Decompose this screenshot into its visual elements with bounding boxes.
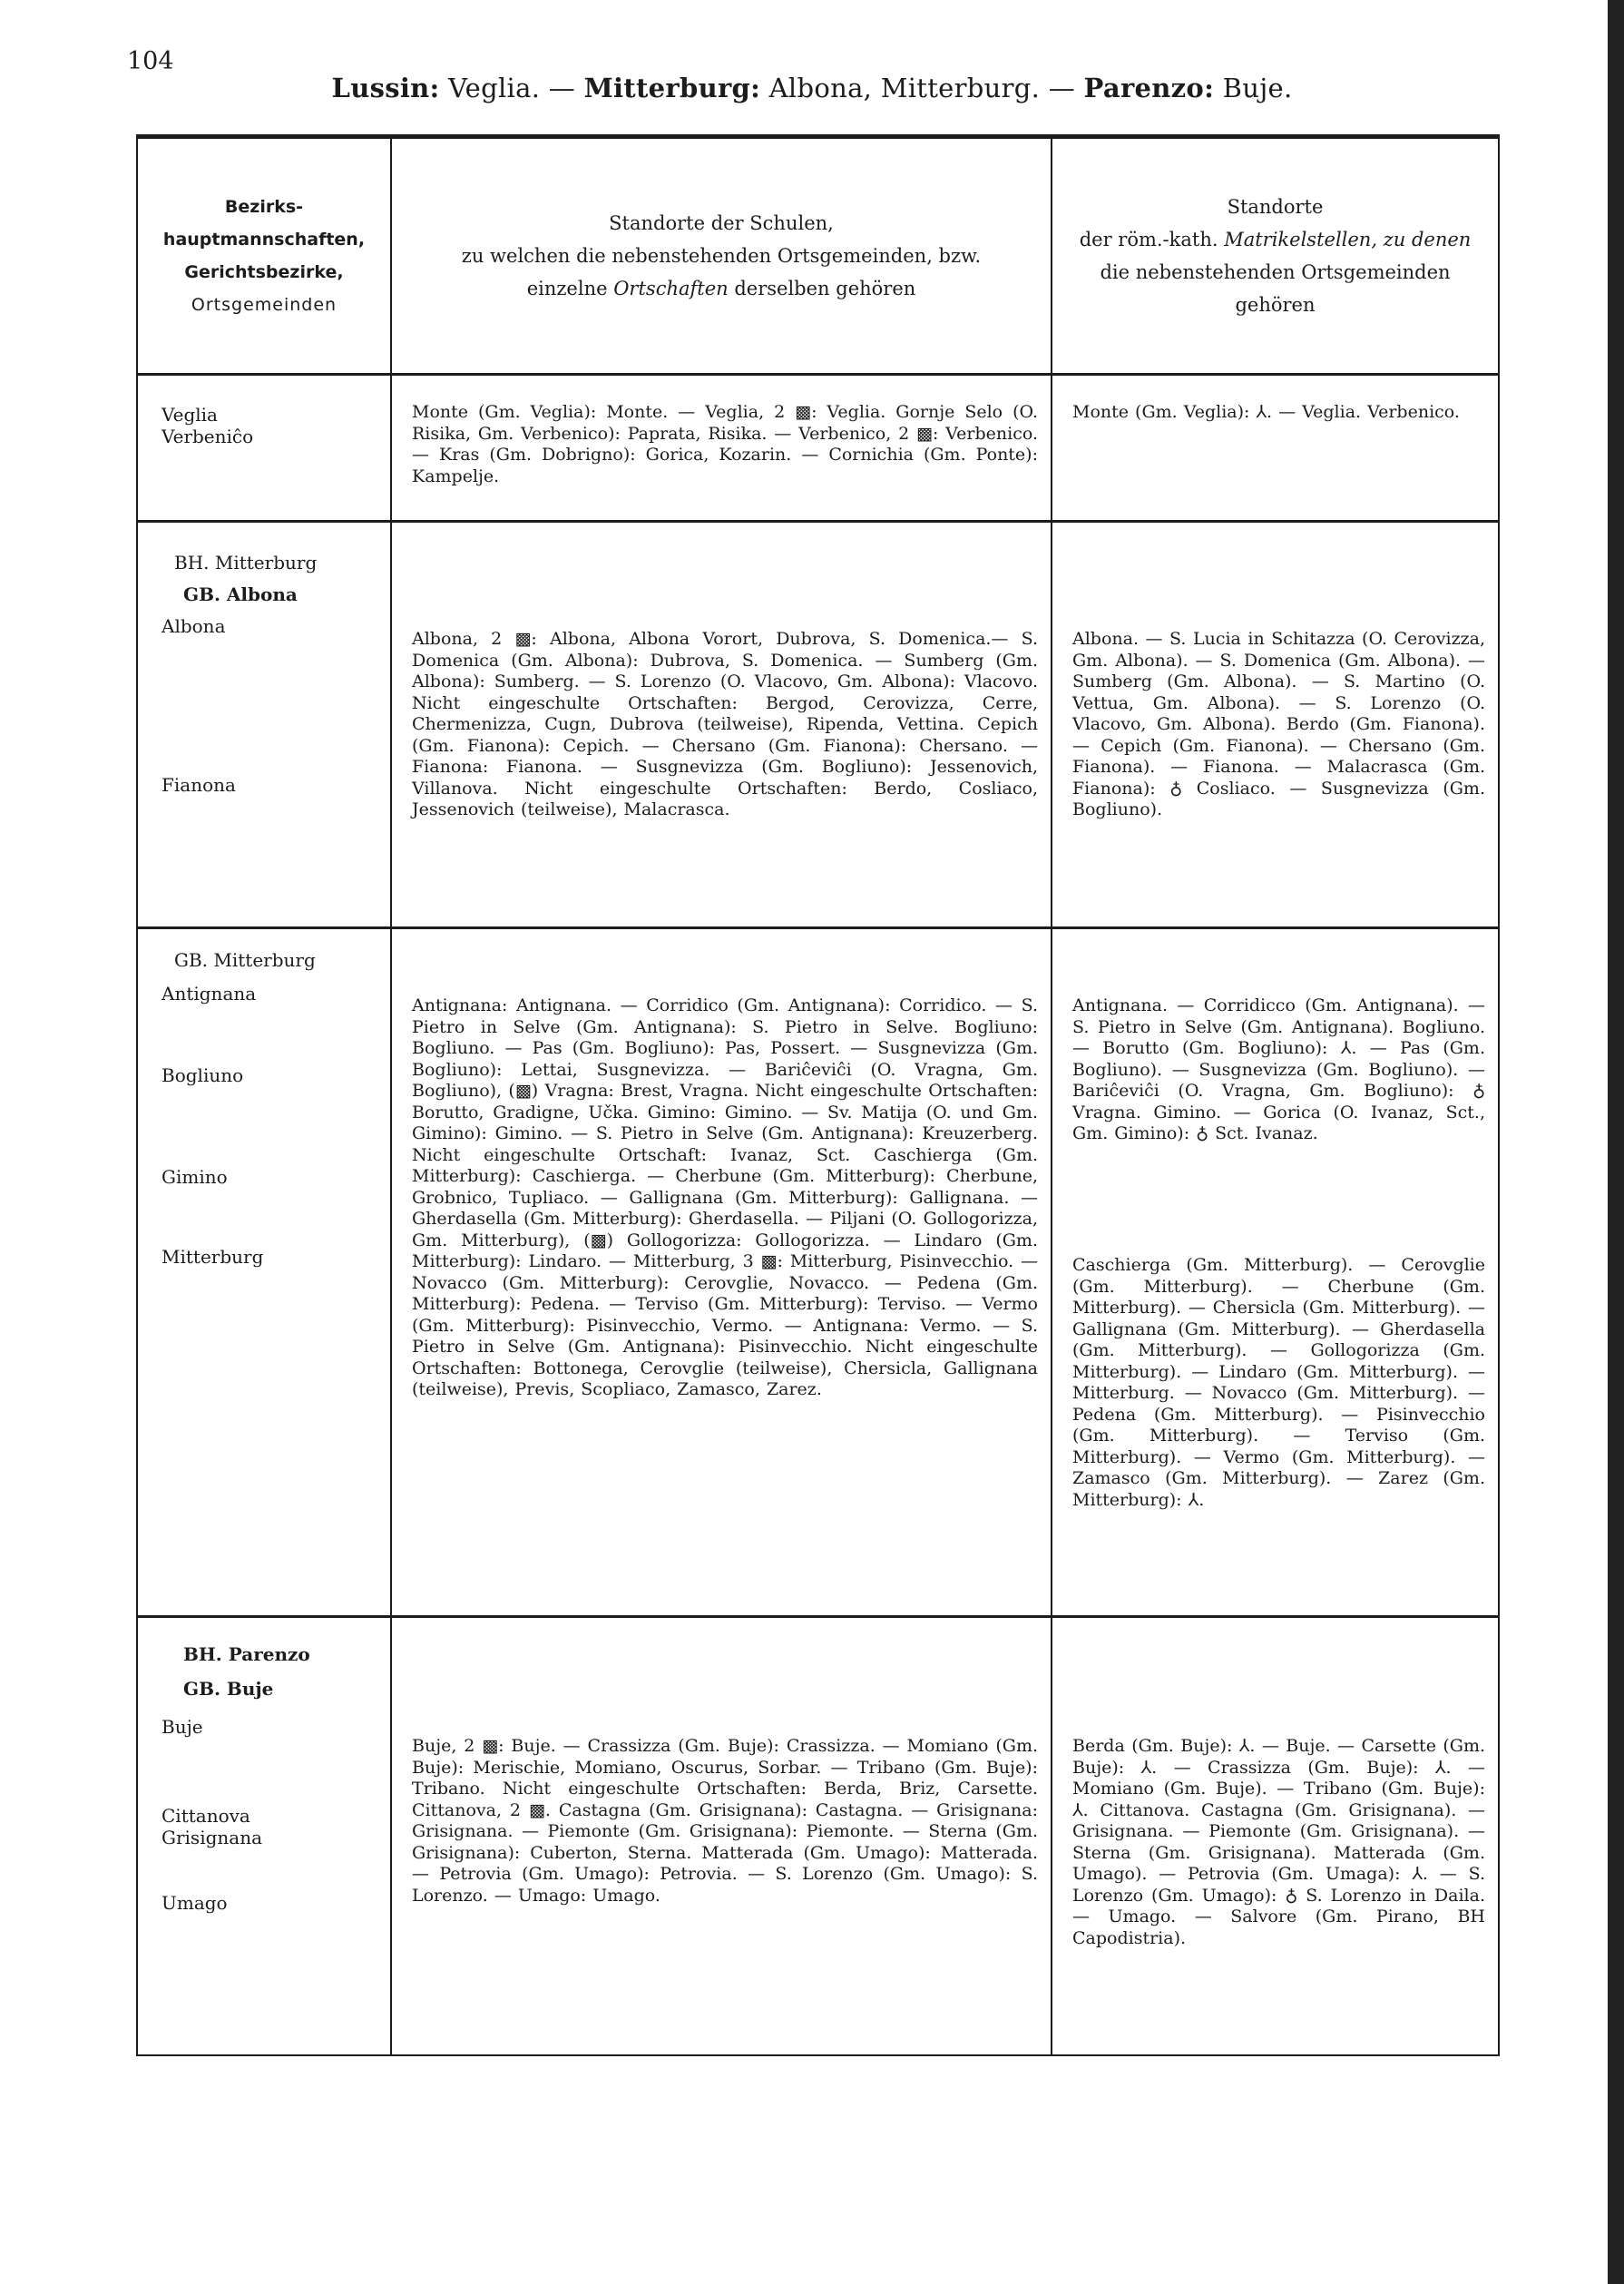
- label-verbenico: Verbeniĉo: [161, 426, 254, 447]
- label-albona: Albona: [161, 615, 226, 637]
- mitterburg-parishes-a: Antignana. — Corridicco (Gm. Antignana). — S. Pietro in Selve (Gm. Antignana). Bogliuno. — Borutto (Gm. Bogliuno): ⅄. — Pas (Gm. Bogliuno). — Susgnevizza (Gm. Bogliuno). — Bariĉeviĉi (O. Vragna, Gm. Bogliuno): ♁ Vragna. Gimino. — Gorica (O. Ivanaz, Sct., Gm. Gimino): ♁ Sct. Ivanaz.: [1072, 995, 1485, 1143]
- header-rule: [138, 373, 1498, 376]
- header-col3-line2: der röm.-kath. Matrikelstellen, zu denen: [1079, 229, 1472, 250]
- running-head-albona: Albona, Mitterburg. —: [760, 73, 1084, 103]
- gb-buje-heading: GB. Buje: [183, 1678, 274, 1700]
- header-col-districts: [138, 139, 390, 373]
- running-head-mitterburg: Mitterburg:: [583, 73, 761, 103]
- running-head-lussin: Lussin:: [331, 73, 440, 103]
- gb-mitterburg-heading: GB. Mitterburg: [174, 949, 316, 971]
- header-col2-line2: zu welchen die nebenstehenden Ortsgemeinden, bzw.: [461, 245, 982, 267]
- gb-albona-heading: GB. Albona: [183, 583, 298, 605]
- header-col2-line1: Standorte der Schulen,: [609, 212, 834, 234]
- header-col1-line3: Gerichtsbezirke,: [184, 262, 344, 282]
- section-rule-albona: [138, 926, 1498, 929]
- page-edge-shadow: [1608, 0, 1624, 2284]
- running-head: [0, 73, 1624, 103]
- section-rule-veglia: [138, 520, 1498, 523]
- label-bogliuno: Bogliuno: [161, 1064, 244, 1086]
- schools-table: [136, 134, 1500, 2056]
- label-cittanova: Cittanova: [161, 1805, 250, 1827]
- header-col3-line1: Standorte: [1227, 196, 1324, 218]
- header-col1-line2: hauptmannschaften,: [162, 230, 366, 250]
- header-col1-line1: Bezirks-: [224, 197, 304, 217]
- bh-parenzo-heading: BH. Parenzo: [183, 1643, 310, 1665]
- section-rule-mitterburg: [138, 1615, 1498, 1618]
- label-fianona: Fianona: [161, 774, 236, 796]
- bh-mitterburg-heading: BH. Mitterburg: [174, 552, 318, 573]
- running-head-parenzo: Parenzo:: [1083, 73, 1215, 103]
- header-col2-line3: einzelne Ortschaften derselben gehören: [526, 278, 916, 299]
- albona-schools: Albona, 2 ▩: Albona, Albona Vorort, Dubrova, S. Domenica.— S. Domenica (Gm. Albona): Dubrova, S. Domenica. — Sumberg (Gm. Albona): Sumberg. — S. Lorenzo (O. Vlacovo, Gm. Albona): Vlacovo. Nicht eingeschulte Ortschaften: Bergod, Cerovizza, Cerre, Chermenizza, Cugn, Dubrova (teilweise), Ripenda, Vettina. Cepich (Gm. Fianona): Cepich. — Chersano (Gm. Fianona): Chersano. — Fianona: Fianona. — Susgnevizza (Gm. Bogliuno): Jessenovich, Villanova. Nicht eingeschulte Ortschaften: Berdo, Cosliaco, Jessenovich (teilweise), Malacrasca.: [412, 629, 1038, 819]
- page-number: 104: [127, 47, 174, 75]
- label-veglia: Veglia: [161, 404, 218, 426]
- label-mitterburg: Mitterburg: [161, 1246, 264, 1268]
- header-col-schools: [392, 139, 1051, 373]
- header-col-parishes: [1052, 139, 1498, 373]
- header-col3-line4: gehören: [1235, 294, 1316, 316]
- column-divider-2: [1051, 139, 1052, 2054]
- label-umago: Umago: [161, 1892, 228, 1914]
- label-buje: Buje: [161, 1716, 203, 1738]
- albona-parishes: Albona. — S. Lucia in Schitazza (O. Cerovizza, Gm. Albona). — S. Domenica (Gm. Albona). — Sumberg (Gm. Albona). — S. Martino (O. Vettua, Gm. Albona). — S. Lorenzo (O. Vlacovo, Gm. Albona). Berdo (Gm. Fianona). — Cepich (Gm. Fianona). — Chersano (Gm. Fianona). — Fianona. — Malacrasca (Gm. Fianona): ♁ Cosliaco. — Susgnevizza (Gm. Bogliuno).: [1072, 629, 1485, 819]
- running-head-buje: Buje.: [1214, 73, 1293, 103]
- header-col3-line3: die nebenstehenden Ortsgemeinden: [1100, 261, 1451, 283]
- mitterburg-parishes-b: Caschierga (Gm. Mitterburg). — Cerovglie (Gm. Mitterburg). — Cherbune (Gm. Mitterburg). — Chersicla (Gm. Mitterburg). — Gallignana (Gm. Mitterburg). — Gherdasella (Gm. Mitterburg). — Gollogorizza (Gm. Mitterburg). — Lindaro (Gm. Mitterburg). — Mitterburg. — Novacco (Gm. Mitterburg). — Pedena (Gm. Mitterburg). — Pisinvecchio (Gm. Mitterburg). — Terviso (Gm. Mitterburg). — Vermo (Gm. Mitterburg). — Zamasco (Gm. Mitterburg). — Zarez (Gm. Mitterburg): ⅄.: [1072, 1255, 1485, 1510]
- mitterburg-schools: Antignana: Antignana. — Corridico (Gm. Antignana): Corridico. — S. Pietro in Selve (Gm. Antignana): S. Pietro in Selve. Bogliuno: Bogliuno. — Pas (Gm. Bogliuno): Pas, Possert. — Susgnevizza (Gm. Bogliuno): Lettai, Susgnevizza. — Bariĉeviĉi (O. Vragna, Gm. Bogliuno), (▩) Vragna: Brest, Vragna. Nicht eingeschulte Ortschaften: Borutto, Gradigne, Učka. Gimino: Gimino. — Sv. Matija (O. und Gm. Gimino): Gimino. — S. Pietro in Selve (Gm. Antignana): Kreuzerberg. Nicht eingeschulte Ortschaft: Ivanaz, Sct. Caschierga (Gm. Mitterburg): Caschierga. — Cherbune (Gm. Mitterburg): Cherbune, Grobnico, Tupliaco. — Gallignana (Gm. Mitterburg): Gallignana. — Gherdasella (Gm. Mitterburg): Gherdasella. — Piljani (O. Gollogorizza, Gm. Mitterburg), (▩) Gollogorizza: Gollogorizza. — Lindaro (Gm. Mitterburg): Lindaro. — Mitterburg, 3 ▩: Mitterburg, Pisinvecchio. — Novacco (Gm. Mitterburg): Cerovglie, Novacco. — Pedena (Gm. Mitterburg): Pedena. — Terviso (Gm. Mitterburg): Terviso. — Vermo (Gm. Mitterburg): Pisinvecchio, Vermo. — Antignana: Vermo. — S. Pietro in Selve (Gm. Antignana): Pisinvecchio. Nicht eingeschulte Ortschaften: Bottonega, Cerovglie (teilweise), Chersicla, Gallignana (teilweise), Previs, Scopliaco, Zamasco, Zarez.: [412, 995, 1038, 1399]
- parenzo-parishes: Berda (Gm. Buje): ⅄. — Buje. — Carsette (Gm. Buje): ⅄. — Crassizza (Gm. Buje): ⅄. — Momiano (Gm. Buje). — Tribano (Gm. Buje): ⅄. Cittanova. Castagna (Gm. Grisignana). — Grisignana. — Piemonte (Gm. Grisignana). — Sterna (Gm. Grisignana). Matterada (Gm. Umago). — Petrovia (Gm. Umaga): ⅄. — S. Lorenzo (Gm. Umago): ♁ S. Lorenzo in Daila. — Umago. — Salvore (Gm. Pirano, BH Capodistria).: [1072, 1736, 1485, 1948]
- veglia-schools: Monte (Gm. Veglia): Monte. — Veglia, 2 ▩: Veglia. Gornje Selo (O. Risika, Gm. Verbenico): Paprata, Risika. — Verbenico, 2 ▩: Verbenico. — Kras (Gm. Dobrigno): Gorica, Kozarin. — Cornichia (Gm. Ponte): Kampelje.: [412, 402, 1038, 486]
- parenzo-schools: Buje, 2 ▩: Buje. — Crassizza (Gm. Buje): Crassizza. — Momiano (Gm. Buje): Merischie, Momiano, Oscurus, Sorbar. — Tribano (Gm. Buje): Tribano. Nicht eingeschulte Ortschaften: Berda, Briz, Carsette. Cittanova, 2 ▩. Castagna (Gm. Grisignana): Castagna. — Grisignana: Grisignana. — Piemonte (Gm. Grisignana): Piemonte. — Sterna (Gm. Grisignana): Cuberton, Sterna. Matterada (Gm. Umago): Matterada. — Petrovia (Gm. Umago): Petrovia. — S. Lorenzo (Gm. Umago): S. Lorenzo. — Umago: Umago.: [412, 1736, 1038, 1906]
- label-gimino: Gimino: [161, 1166, 228, 1188]
- header-col1-line4: Ortsgemeinden: [191, 295, 338, 315]
- label-antignana: Antignana: [161, 983, 257, 1005]
- veglia-parishes: Monte (Gm. Veglia): ⅄. — Veglia. Verbenico.: [1072, 402, 1460, 422]
- running-head-veglia: Veglia. —: [439, 73, 584, 103]
- column-divider-1: [390, 139, 392, 2054]
- label-grisignana: Grisignana: [161, 1827, 263, 1848]
